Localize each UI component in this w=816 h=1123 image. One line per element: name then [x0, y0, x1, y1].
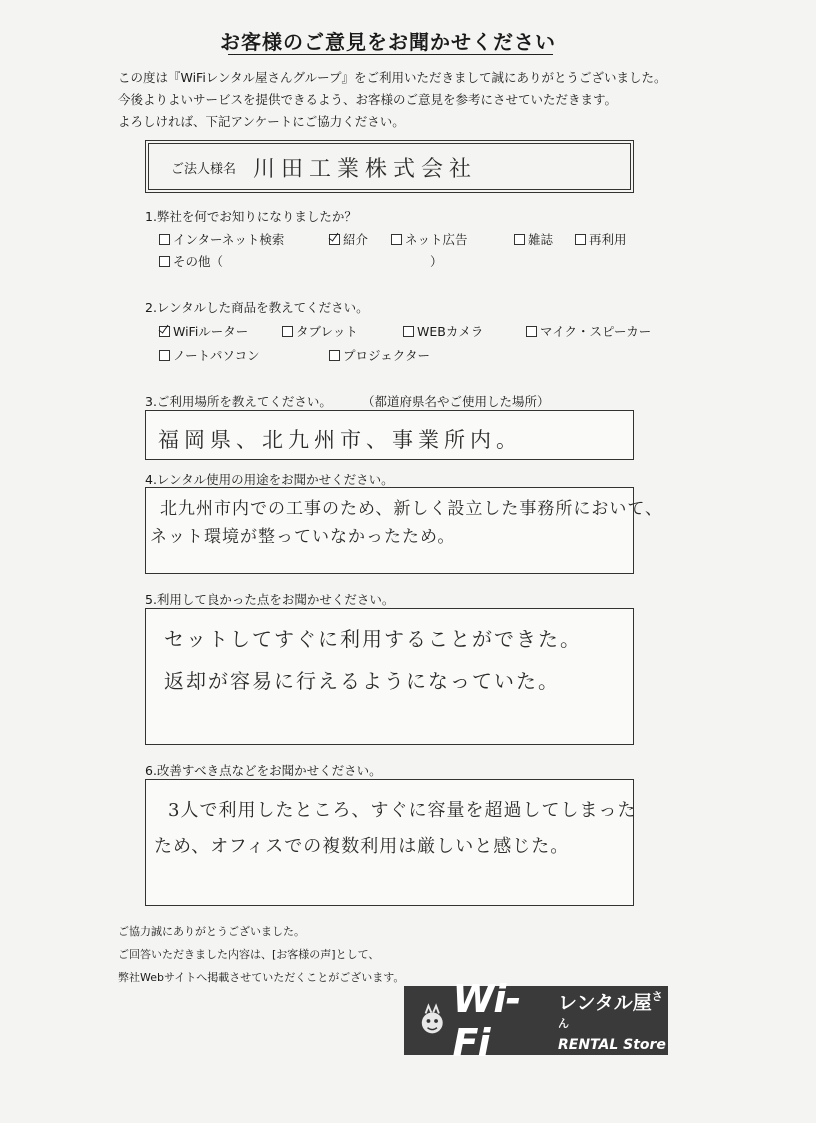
- footer-line-3: 弊社Webサイトへ掲載させていただくことがございます。: [118, 971, 405, 984]
- q1-other-close: ）: [430, 254, 443, 269]
- q5-label: 5.利用して良かった点をお聞かせください。: [145, 592, 395, 607]
- q5-answer-box[interactable]: [145, 608, 634, 745]
- logo-wifi-text: Wi-Fi: [452, 976, 521, 1065]
- intro-line-3: よろしければ、下記アンケートにご協力ください。: [118, 114, 405, 129]
- q3-label: 3.ご利用場所を教えてください。: [145, 394, 332, 409]
- q2-checkbox-mic-speaker[interactable]: [526, 326, 537, 337]
- q1-checkbox-magazine[interactable]: [514, 234, 525, 245]
- q6-answer-line-1: 3人で利用したところ、すぐに容量を超過してしまった: [168, 800, 637, 821]
- mascot-icon: [418, 1001, 447, 1041]
- wifi-rental-logo: [404, 976, 668, 1065]
- q6-label: 6.改善すべき点などをお聞かせください。: [145, 763, 382, 778]
- q1-option-reuse[interactable]: 再利用: [575, 230, 627, 248]
- q1-checkbox-referral[interactable]: [329, 234, 340, 245]
- q4-answer-box[interactable]: [145, 487, 663, 574]
- q1-option-net-ad[interactable]: ネット広告: [391, 230, 468, 248]
- title-underline: [228, 54, 553, 55]
- company-name-value[interactable]: 川田工業株式会社: [253, 157, 478, 182]
- q3-answer-box[interactable]: [145, 410, 634, 460]
- logo-en-text: RENTAL Store: [557, 1037, 666, 1053]
- footer-line-2: ご回答いただきました内容は、[お客様の声]として、: [118, 948, 380, 961]
- q4-answer-line-1: 北九州市内での工事のため、新しく設立した事務所において、: [160, 499, 663, 519]
- q2-checkbox-wifi-router[interactable]: [159, 326, 170, 337]
- q5-answer-line-2: 返却が容易に行えるようになっていた。: [164, 669, 560, 693]
- q1-checkbox-reuse[interactable]: [575, 234, 586, 245]
- q3-note: （都道府県名やご使用した場所）: [362, 394, 550, 409]
- company-name-label: ご法人様名: [171, 162, 237, 177]
- q6-answer-line-2: ため、オフィスでの複数利用は厳しいと感じた。: [154, 836, 570, 857]
- footer-line-1: ご協力誠にありがとうございました。: [118, 925, 305, 938]
- q2-option-laptop[interactable]: ノートパソコン: [159, 346, 260, 364]
- q2-option-tablet[interactable]: タブレット: [282, 322, 358, 340]
- logo-jp-small-text: さん: [557, 990, 663, 1030]
- intro-line-1: この度は『WiFiレンタル屋さんグループ』をご利用いただきまして誠にありがとうございました。: [118, 70, 667, 85]
- page-title: お客様のご意見をお聞かせください: [220, 30, 556, 54]
- intro-line-2: 今後よりよいサービスを提供できるよう、お客様のご意見を参考にさせていただきます。: [118, 92, 618, 107]
- q2-checkbox-laptop[interactable]: [159, 350, 170, 361]
- q6-answer-box[interactable]: [145, 779, 637, 906]
- q2-checkbox-web-camera[interactable]: [403, 326, 414, 337]
- q4-answer-line-2: ネット環境が整っていなかったため。: [150, 527, 456, 547]
- q5-answer-line-1: セットしてすぐに利用することができた。: [164, 627, 582, 651]
- q1-option-referral[interactable]: 紹介: [329, 230, 368, 248]
- q1-option-other[interactable]: その他（: [159, 252, 223, 270]
- q1-checkbox-net-ad[interactable]: [391, 234, 402, 245]
- q1-option-internet[interactable]: インターネット検索: [159, 230, 284, 248]
- q2-option-wifi-router[interactable]: WiFiルーター: [159, 322, 248, 340]
- q2-label: 2.レンタルした商品を教えてください。: [145, 300, 369, 315]
- q3-answer: 福岡県、北九州市、事業所内。: [158, 428, 522, 452]
- q2-checkbox-projector[interactable]: [329, 350, 340, 361]
- q1-option-magazine[interactable]: 雑誌: [514, 230, 553, 248]
- q2-option-projector[interactable]: プロジェクター: [329, 346, 430, 364]
- q1-checkbox-other[interactable]: [159, 256, 170, 267]
- q1-label: 1.弊社を何でお知りになりましたか？: [145, 209, 357, 224]
- logo-jp-text: レンタル屋: [557, 992, 652, 1014]
- q2-option-mic-speaker[interactable]: マイク・スピーカー: [526, 322, 651, 340]
- company-name-box: [145, 140, 634, 193]
- q2-checkbox-tablet[interactable]: [282, 326, 293, 337]
- q4-label: 4.レンタル使用の用途をお聞かせください。: [145, 472, 394, 487]
- q1-checkbox-internet[interactable]: [159, 234, 170, 245]
- q2-option-web-camera[interactable]: WEBカメラ: [403, 322, 483, 340]
